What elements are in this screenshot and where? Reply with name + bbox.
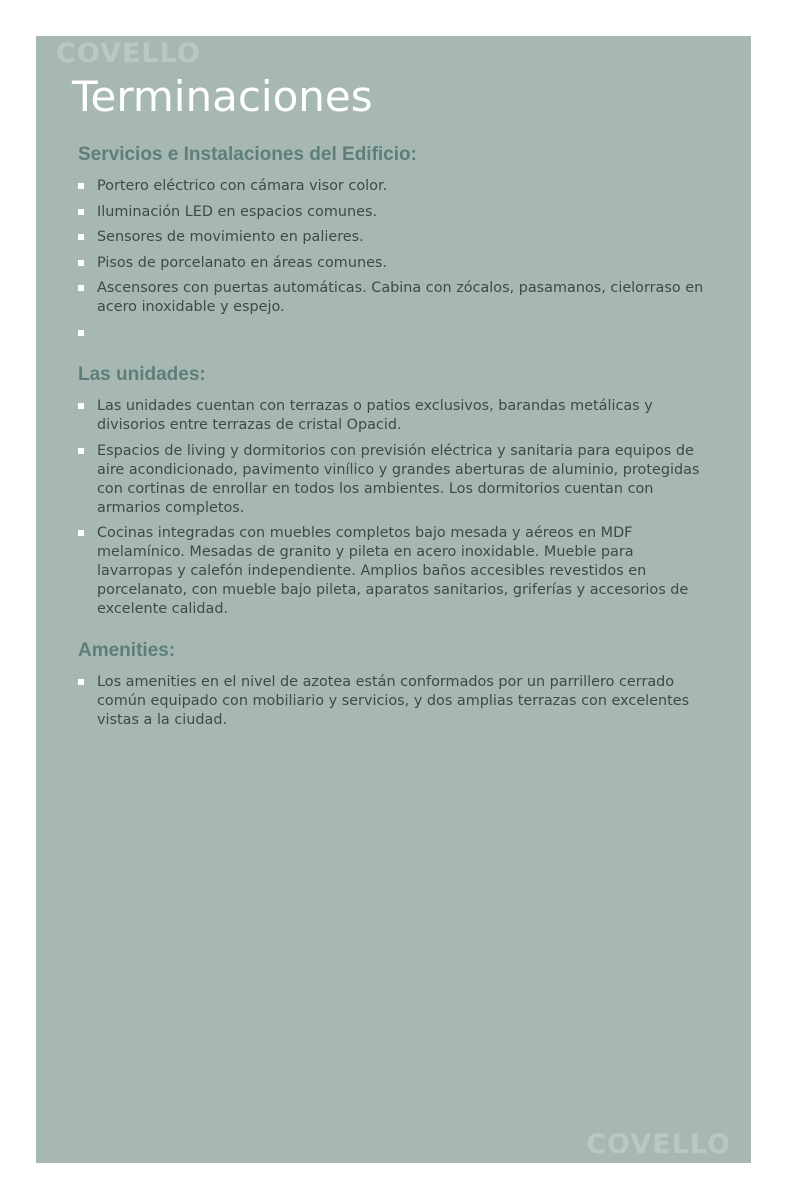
- list-item-text: Las unidades cuentan con terrazas o patios exclusivos, barandas metálicas y divisorios entre terrazas de cristal Opacid.: [97, 397, 653, 433]
- list-item-text: Portero eléctrico con cámara visor color.: [97, 178, 388, 194]
- document-panel: [36, 36, 751, 1163]
- list-item: [78, 442, 708, 518]
- section-unidades: [78, 363, 708, 619]
- bullet-icon: [78, 403, 84, 409]
- list-item: [78, 397, 708, 435]
- brand-logo-top: COVELLO: [56, 38, 201, 69]
- bullet-icon: [78, 260, 84, 266]
- section-servicios: [78, 143, 708, 343]
- item-list: [78, 673, 708, 730]
- brand-logo-bottom: COVELLO: [586, 1129, 731, 1160]
- page-title: Terminaciones: [72, 72, 373, 121]
- list-item: [78, 524, 708, 619]
- item-list: [78, 177, 708, 343]
- list-item: [78, 228, 708, 247]
- list-item-empty: [78, 324, 708, 343]
- bullet-icon: [78, 330, 84, 336]
- item-list: [78, 397, 708, 619]
- list-item: [78, 254, 708, 273]
- content-area: [78, 143, 708, 750]
- list-item: [78, 673, 708, 730]
- bullet-icon: [78, 209, 84, 215]
- list-item: [78, 279, 708, 317]
- bullet-icon: [78, 679, 84, 685]
- section-title: Las unidades:: [78, 363, 206, 385]
- bullet-icon: [78, 234, 84, 240]
- list-item-text: Pisos de porcelanato en áreas comunes.: [97, 254, 387, 271]
- bullet-icon: [78, 448, 84, 454]
- list-item-text: Ascensores con puertas automáticas. Cabina con zócalos, pasamanos, cielorraso en acero inoxidable y espejo.: [97, 280, 704, 316]
- list-item-text: Espacios de living y dormitorios con previsión eléctrica y sanitaria para equipos de aire acondicionado, pavimento vinílico y grandes aberturas de aluminio, protegidas con cortinas de enrollar en todos los ambientes. Los dormitorios cuentan con armarios completos.: [97, 442, 700, 516]
- bullet-icon: [78, 285, 84, 291]
- section-amenities: [78, 639, 708, 730]
- list-item-text: Iluminación LED en espacios comunes.: [97, 203, 378, 220]
- list-item-text: Sensores de movimiento en palieres.: [97, 229, 364, 246]
- list-item: [78, 177, 708, 196]
- bullet-icon: [78, 530, 84, 536]
- section-title: Servicios e Instalaciones del Edificio:: [78, 144, 417, 165]
- list-item-text: Cocinas integradas con muebles completos bajo mesada y aéreos en MDF melamínico. Mesadas de granito y pileta en acero inoxidable. Mueble para lavarropas y calefón independiente. Amplios baños accesibles revestidos en porcelanato, con mueble bajo pileta, aparatos sanitarios, griferías y accesorios de excelente calidad.: [97, 525, 689, 618]
- list-item-text: Los amenities en el nivel de azotea están conformados por un parrillero cerrado común equipado con mobiliario y servicios, y dos amplias terrazas con excelentes vistas a la ciudad.: [97, 674, 690, 729]
- section-title: Amenities:: [78, 640, 176, 662]
- bullet-icon: [78, 183, 84, 189]
- list-item: [78, 203, 708, 222]
